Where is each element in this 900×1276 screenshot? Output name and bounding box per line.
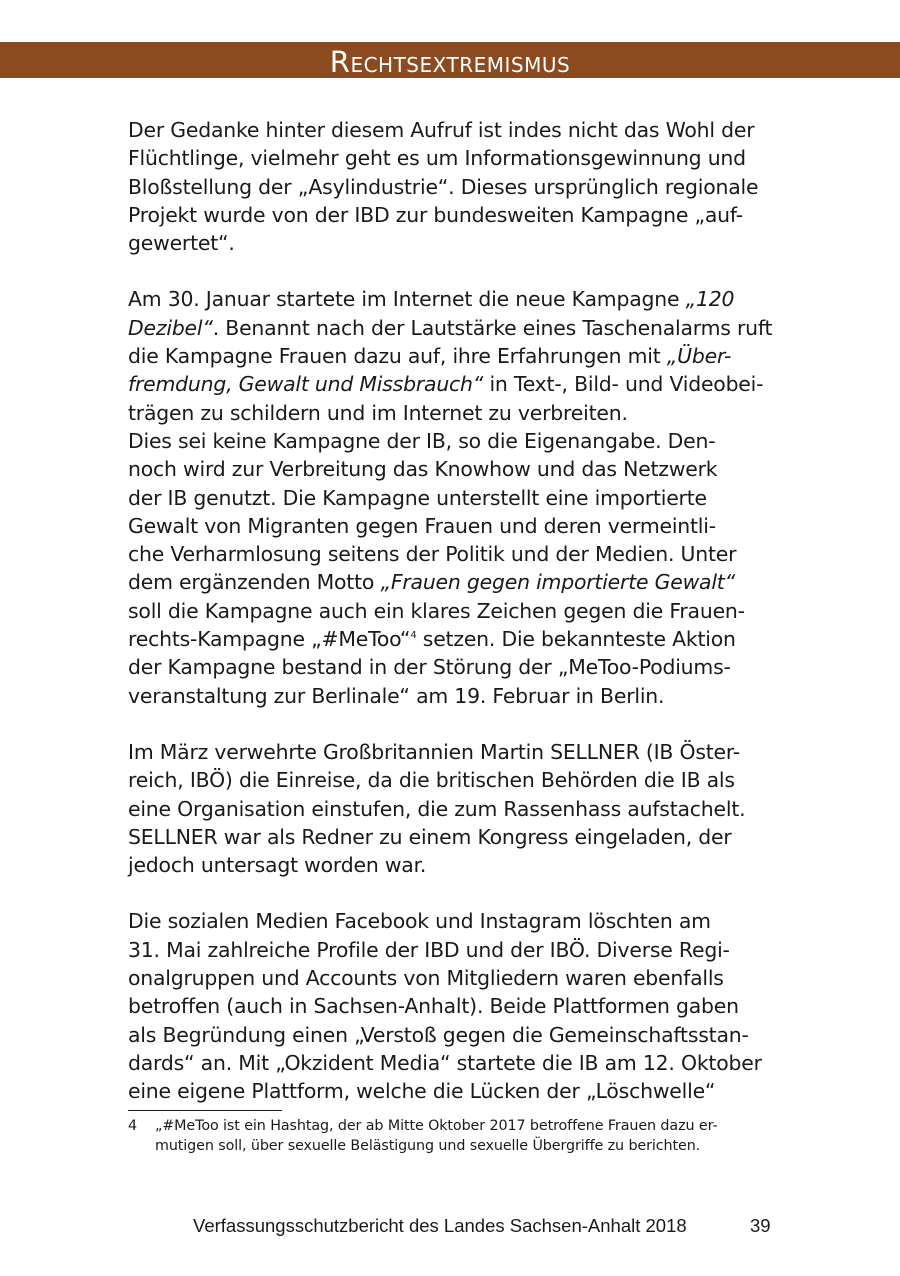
text-segment: setzen. Die bekannteste Aktion der Kampagne bestand in der Störung der „MeToo-Podiums- veranstaltung zur Berlinale“ am 19. Februar in Berlin. [128,627,736,708]
footer-title: Verfassungsschutzbericht des Landes Sachsen-Anhalt 2018 [193,1215,687,1236]
text-segment: Der Gedanke hinter diesem Aufruf ist indes nicht das Wohl der Flüchtlinge, vielmehr geht es um Informationsgewinnung und Bloßstellung der „Asylindustrie“. Dieses ursprünglich regionale Projekt wurde von der IBD zur bundesweiten Kampagne „auf- gewertet“. [128,118,759,256]
paragraph-3 [128,738,778,879]
text-segment: . Benannt nach der Lautstärke eines Taschenalarms ruft die Kampagne Frauen dazu auf, ihre Erfahrungen mit [128,315,773,369]
paragraph-4 [128,907,778,1105]
footnote-text: „#MeToo ist ein Hashtag, der ab Mitte Oktober 2017 betroffene Frauen dazu er- mutigen soll, über sexuelle Belästigung und sexuelle Übergriffe zu berichten. [155,1118,718,1154]
text-segment: Im März verwehrte Großbritannien Martin SELLNER (IB Öster- reich, IBÖ) die Einreise, da die britischen Behörden die IB als eine Organisation einstufen, die zum Rassenhass aufstachelt. SELLNER war als Redner zu einem Kongress eingeladen, der jedoch untersagt worden war. [128,739,746,878]
paragraph-2 [128,285,778,709]
page-number: 39 [750,1215,771,1236]
footnote-reference: 4 [410,630,417,642]
text-segment: Am 30. Januar startete im Internet die neue Kampagne [128,287,686,312]
footnote-number: 4 [128,1118,137,1134]
page-section-title: Rechtsextremismus [329,45,571,79]
footnote [128,1116,768,1156]
main-content [128,116,778,1134]
paragraph-1 [128,116,778,257]
italic-text: „Frauen gegen importierte Gewalt“ [380,570,735,595]
footnote-divider [128,1110,282,1111]
italic-text: „Über- fremdung, Gewalt und Missbrauch“ [128,344,732,397]
italic-text: „120 Dezibel“ [128,287,735,340]
text-segment: in Text-, Bild- und Videobei- trägen zu schildern und im Internet zu verbreiten. Dies sei keine Kampagne der IB, so die Eigenangabe. Den- noch wird zur Verbreitung das Knowhow und das Netzwerk der IB genutzt. Die Kampagne unterstellt eine importierte Gewalt von Migranten gegen Frauen und deren vermeintli- che Verharmlosung seitens der Politik und der Medien. Unter dem ergänzenden Motto [128,372,764,595]
text-segment: soll die Kampagne auch ein klares Zeichen gegen die Frauen- rechts-Kampagne „#MeToo“ [128,598,745,652]
text-segment: Die sozialen Medien Facebook und Instagram löschten am 31. Mai zahlreiche Profile der IBD und der IBÖ. Diverse Regi- onalgruppen und Accounts von Mitgliedern waren ebenfalls betroffen (auch in Sachsen-Anhalt). Beide Plattformen gaben als Begründung einen „Verstoß gegen die Gemeinschaftsstan- dards“ an. Mit „Okzident Media“ startete die IB am 12. Oktober eine eigene Plattform, welche die Lücken der „Löschwelle“ [128,909,762,1104]
